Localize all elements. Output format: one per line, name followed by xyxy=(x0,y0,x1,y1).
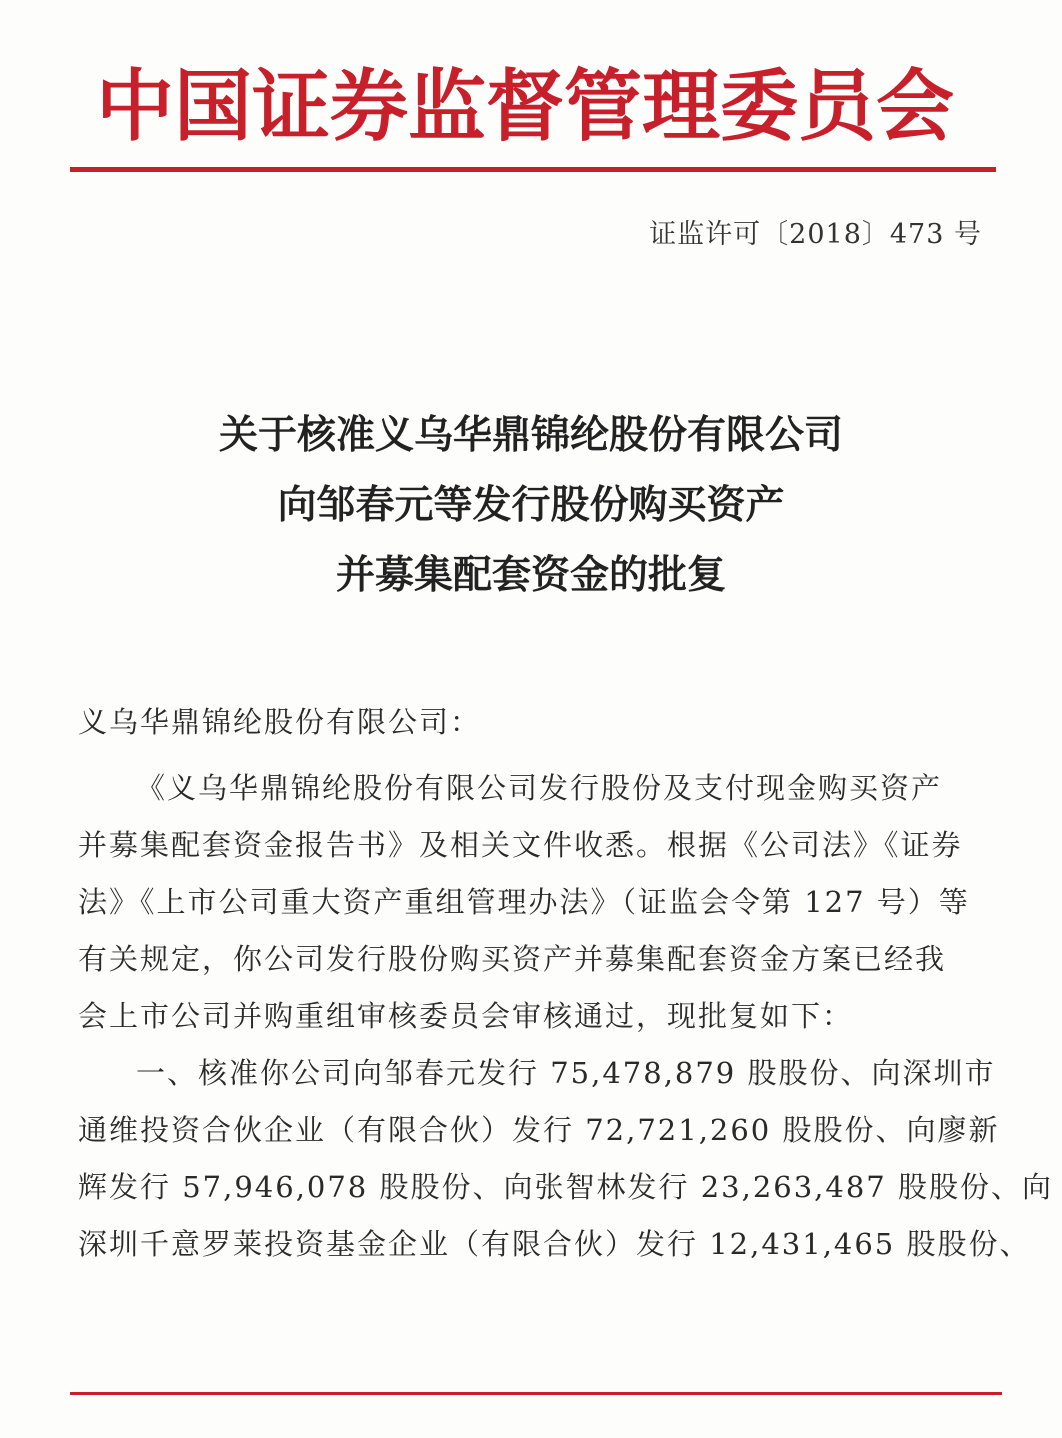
body-line-2: 并募集配套资金报告书》及相关文件收悉。根据《公司法》《证券 xyxy=(78,828,963,862)
title-line-3: 并募集配套资金的批复 xyxy=(335,552,726,598)
body-line-7: 通维投资合伙企业（有限合伙）发行 72,721,260 股股份、向廖新 xyxy=(78,1113,1000,1147)
body-line-9: 深圳千意罗莱投资基金企业（有限合伙）发行 12,431,465 股股份、 xyxy=(78,1227,1031,1261)
title-line-2: 向邹春元等发行股份购买资产 xyxy=(277,482,785,528)
masthead-red-rule xyxy=(70,167,996,172)
body-line-5: 会上市公司并购重组审核委员会审核通过，现批复如下： xyxy=(78,999,854,1033)
document-title xyxy=(0,400,1062,610)
body-line-6: 一、核准你公司向邹春元发行 75,478,879 股股份、向深圳市 xyxy=(136,1056,996,1090)
masthead-organization: 中国证券监督管理委员会 xyxy=(95,61,954,152)
body-line-8: 辉发行 57,946,078 股股份、向张智林发行 23,263,487 股股份、向 xyxy=(78,1170,1053,1204)
body-text xyxy=(78,760,1053,1273)
bottom-red-rule xyxy=(70,1392,1002,1395)
body-line-4: 有关规定，你公司发行股份购买资产并募集配套资金方案已经我 xyxy=(78,942,947,976)
body-line-1: 《义乌华鼎锦纶股份有限公司发行股份及支付现金购买资产 xyxy=(136,771,943,805)
addressee: 义乌华鼎锦纶股份有限公司： xyxy=(78,705,482,739)
title-line-1: 关于核准义乌华鼎锦纶股份有限公司 xyxy=(218,412,843,458)
body-line-3: 法》《上市公司重大资产重组管理办法》（证监会令第 127 号）等 xyxy=(78,885,970,919)
document-number: 证监许可〔2018〕473 号 xyxy=(649,219,982,250)
